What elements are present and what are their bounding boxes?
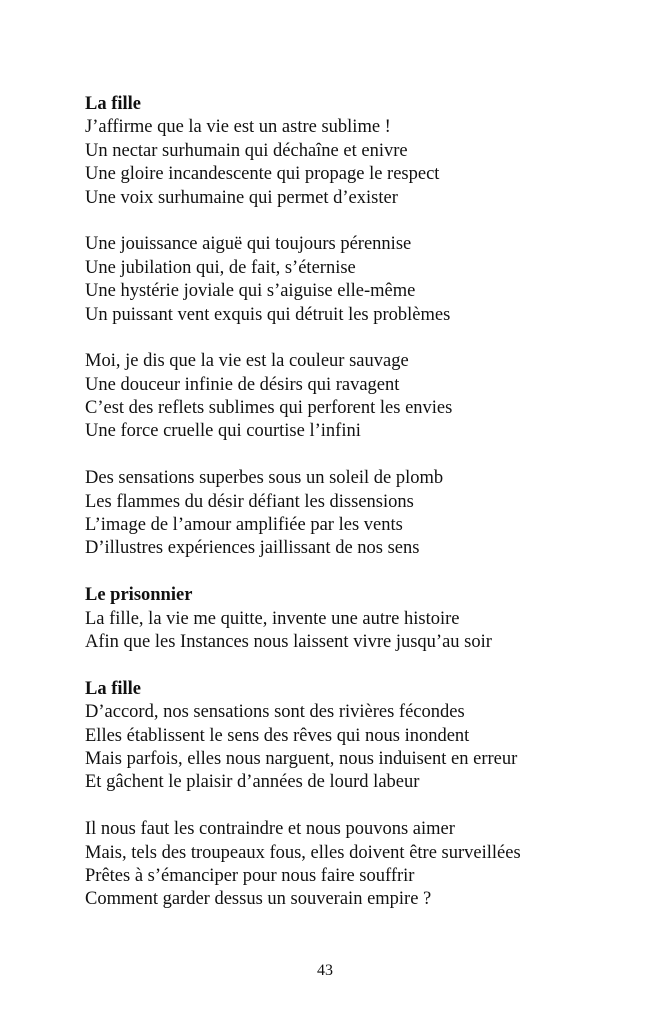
- dialogue-section: [85, 584, 585, 654]
- verse-line: Des sensations superbes sous un soleil de plomb: [85, 468, 444, 489]
- stanza: [85, 701, 585, 795]
- speaker-name: La fille: [85, 678, 142, 699]
- stanza: [85, 818, 585, 912]
- page-number: 43: [317, 962, 333, 979]
- verse-line: Et gâchent le plaisir d’années de lourd labeur: [85, 772, 420, 793]
- verse-line: Il nous faut les contraindre et nous pouvons aimer: [85, 819, 455, 840]
- verse-line: Une force cruelle qui courtise l’infini: [85, 421, 361, 442]
- verse-line: C’est des reflets sublimes qui perforent les envies: [85, 398, 453, 419]
- speaker-name: Le prisonnier: [85, 585, 193, 606]
- verse-line: Une hystérie joviale qui s’aiguise elle-même: [85, 281, 416, 302]
- verse-line: Mais parfois, elles nous narguent, nous induisent en erreur: [85, 748, 518, 769]
- verse-line: Afin que les Instances nous laissent vivre jusqu’au soir: [85, 631, 492, 652]
- stanza: [85, 233, 585, 327]
- verse-line: L’image de l’amour amplifiée par les vents: [85, 515, 403, 536]
- stanza: [85, 116, 585, 210]
- verse-line: Une gloire incandescente qui propage le respect: [85, 164, 440, 185]
- verse-line: Comment garder dessus un souverain empire ?: [85, 889, 432, 910]
- verse-line: Une jubilation qui, de fait, s’éternise: [85, 257, 356, 278]
- verse-line: Les flammes du désir défiant les dissensions: [85, 491, 414, 512]
- verse-line: Une voix surhumaine qui permet d’exister: [85, 187, 398, 208]
- verse-line: Un puissant vent exquis qui détruit les problèmes: [85, 304, 451, 325]
- verse-line: Prêtes à s’émanciper pour nous faire souffrir: [85, 865, 415, 886]
- dialogue-section: [85, 93, 585, 561]
- verse-line: Une douceur infinie de désirs qui ravagent: [85, 374, 400, 395]
- verse-line: La fille, la vie me quitte, invente une autre histoire: [85, 608, 460, 629]
- verse-line: D’accord, nos sensations sont des rivières fécondes: [85, 702, 465, 723]
- stanza: [85, 350, 585, 444]
- verse-line: Elles établissent le sens des rêves qui nous inondent: [85, 725, 470, 746]
- verse-line: Mais, tels des troupeaux fous, elles doivent être surveillées: [85, 842, 521, 863]
- dialogue-section: [85, 678, 585, 912]
- verse-line: Un nectar surhumain qui déchaîne et enivre: [85, 140, 408, 161]
- stanza: [85, 467, 585, 561]
- stanza: [85, 608, 585, 655]
- verse-line: Moi, je dis que la vie est la couleur sauvage: [85, 351, 409, 372]
- verse-line: J’affirme que la vie est un astre sublime !: [85, 117, 391, 138]
- verse-line: D’illustres expériences jaillissant de nos sens: [85, 538, 420, 559]
- speaker-name: La fille: [85, 94, 142, 114]
- poem-page: [85, 93, 585, 935]
- verse-line: Une jouissance aiguë qui toujours pérennise: [85, 234, 412, 255]
